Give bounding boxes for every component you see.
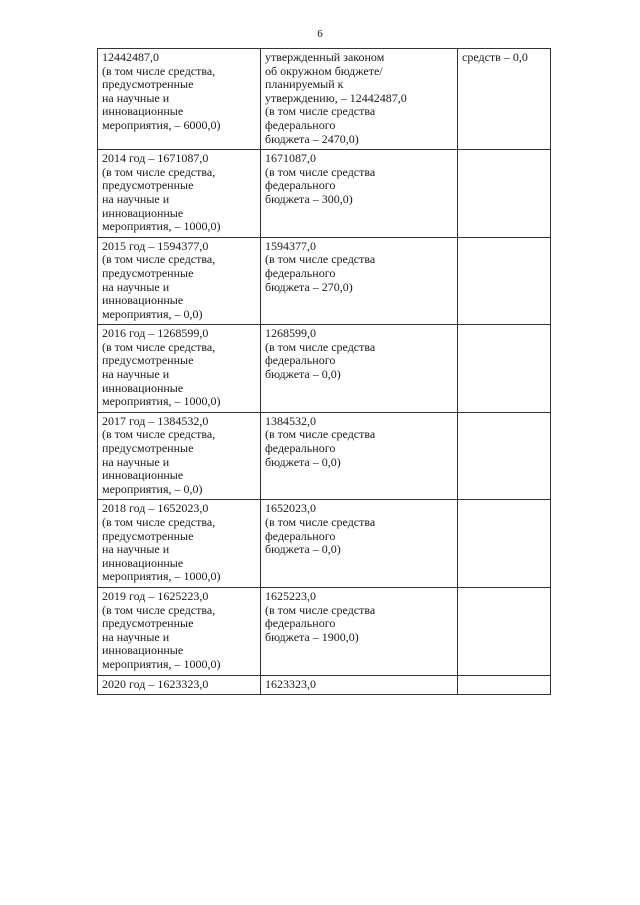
table-cell-other-funds [458,675,551,695]
table-cell-other-funds [458,500,551,588]
table-cell-district-budget: 1652023,0 (в том числе средства федерального бюджета – 0,0) [261,500,458,588]
table-cell-other-funds [458,237,551,325]
table-cell-district-budget: 1671087,0 (в том числе средства федерального бюджета – 300,0) [261,150,458,238]
table-row [98,500,551,588]
table-cell-total: 2020 год – 1623323,0 [98,675,261,695]
table-cell-district-budget: 1625223,0 (в том числе средства федерального бюджета – 1900,0) [261,587,458,675]
table-cell-other-funds [458,150,551,238]
table-cell-other-funds: средств – 0,0 [458,49,551,150]
table-cell-total: 12442487,0 (в том числе средства, предусмотренные на научные и инновационные мероприятия, – 6000,0) [98,49,261,150]
table-cell-other-funds [458,325,551,413]
table-cell-other-funds [458,587,551,675]
table-cell-other-funds [458,412,551,500]
table-row [98,237,551,325]
table-cell-total: 2014 год – 1671087,0 (в том числе средства, предусмотренные на научные и инновационные мероприятия, – 1000,0) [98,150,261,238]
table-cell-district-budget: 1384532,0 (в том числе средства федерального бюджета – 0,0) [261,412,458,500]
table-row [98,412,551,500]
table-row [98,325,551,413]
table-cell-total: 2015 год – 1594377,0 (в том числе средства, предусмотренные на научные и инновационные мероприятия, – 0,0) [98,237,261,325]
table-row [98,150,551,238]
table-cell-total: 2017 год – 1384532,0 (в том числе средства, предусмотренные на научные и инновационные мероприятия, – 0,0) [98,412,261,500]
table-cell-total: 2018 год – 1652023,0 (в том числе средства, предусмотренные на научные и инновационные мероприятия, – 1000,0) [98,500,261,588]
table-row [98,49,551,150]
table-cell-total: 2016 год – 1268599,0 (в том числе средства, предусмотренные на научные и инновационные мероприятия, – 1000,0) [98,325,261,413]
table-cell-district-budget: 1594377,0 (в том числе средства федерального бюджета – 270,0) [261,237,458,325]
table-cell-district-budget: 1268599,0 (в том числе средства федерального бюджета – 0,0) [261,325,458,413]
table-cell-district-budget: утвержденный законом об окружном бюджете/ планируемый к утверждению, – 12442487,0 (в том числе средства федерального бюджета – 2470,0) [261,49,458,150]
table-row [98,675,551,695]
table-cell-district-budget: 1623323,0 [261,675,458,695]
page-number: 6 [317,28,323,40]
table-row [98,587,551,675]
budget-table [97,48,551,695]
table-cell-total: 2019 год – 1625223,0 (в том числе средства, предусмотренные на научные и инновационные мероприятия, – 1000,0) [98,587,261,675]
